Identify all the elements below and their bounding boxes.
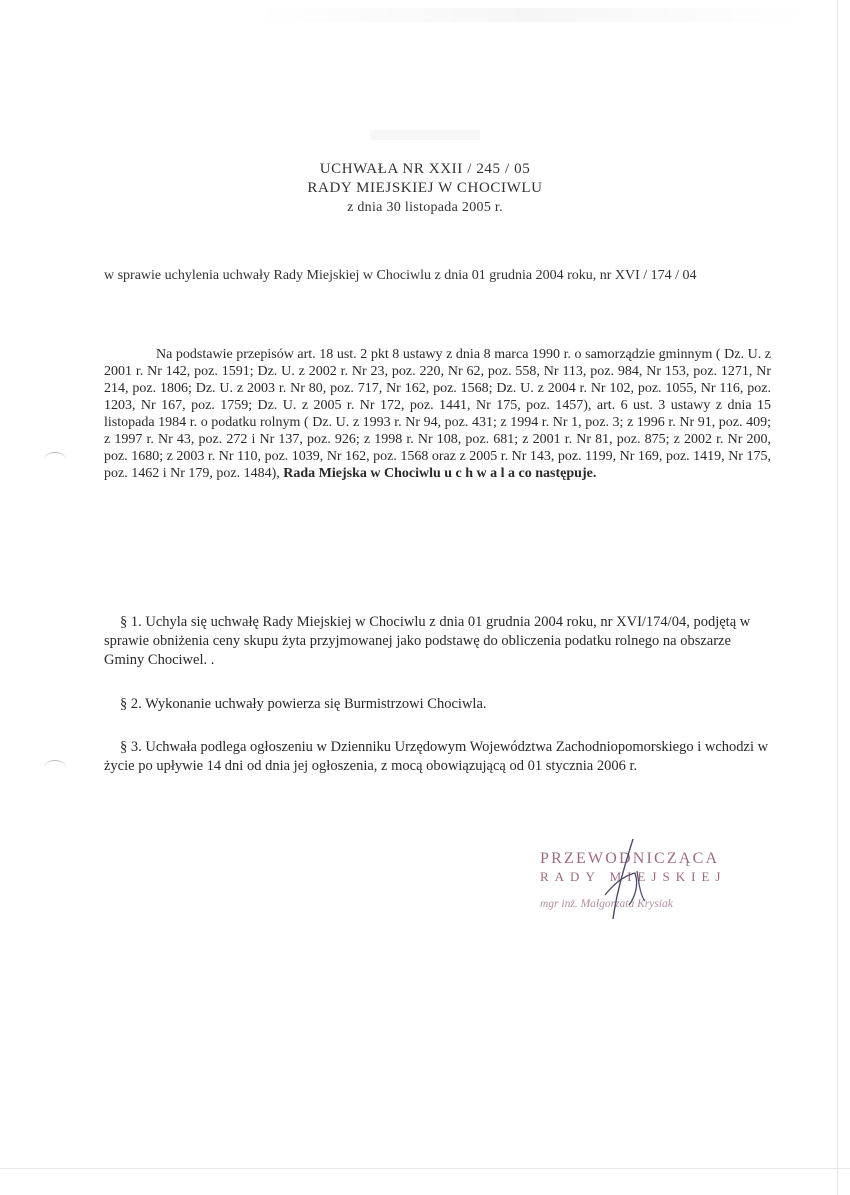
- legal-basis-text: Na podstawie przepisów art. 18 ust. 2 pkt 8 ustawy z dnia 8 marca 1990 r. o samorządzie gminnym ( Dz. U. z 2001 r. Nr 142, poz. 1591; Dz. U. z 2002 r. Nr 23, poz. 220, Nr 62, poz. 558, Nr 113, poz. 984, Nr 153, poz. 1271, Nr 214, poz. 1806; Dz. U. z 2003 r. Nr 80, poz. 717, Nr 162, poz. 1568; Dz. U. z 2004 r. Nr 102, poz. 1055, Nr 116, poz. 1203, Nr 167, poz. 1759; Dz. U. z 2005 r. Nr 172, poz. 1441, Nr 175, poz. 1457), art. 6 ust. 3 ustawy z dnia 15 listopada 1984 r. o podatku rolnym ( Dz. U. z 1993 r. Nr 94, poz. 431; z 1994 r. Nr 1, poz. 3; z 1996 r. Nr 91, poz. 409; z 1997 r. Nr 43, poz. 272 i Nr 137, poz. 926; z 1998 r. Nr 108, poz. 681; z 2001 r. Nr 81, poz. 875; z 2002 r. Nr 200, poz. 1680; z 2003 r. Nr 110, poz. 1039, Nr 162, poz. 1568 oraz z 2005 r. Nr 143, poz. 1199, Nr 169, poz. 1419, Nr 175, poz. 1462 i Nr 179, poz. 1484),: [104, 347, 771, 481]
- signature-name: mgr inż. Małgorzata Krysiak: [540, 898, 673, 910]
- scan-artifact: [370, 130, 480, 140]
- paragraph-1: [104, 613, 771, 670]
- paragraph-3-text: § 3. Uchwała podlega ogłoszeniu w Dzienniku Urzędowym Województwa Zachodniopomorskiego i wchodzi w życie po upływie 14 dni od dnia jej ogłoszenia, z mocą obowiązującą od 01 stycznia 2006 r.: [104, 739, 769, 774]
- signature-title: PRZEWODNICZĄCA: [540, 850, 720, 867]
- resolution-date: z dnia 30 listopada 2005 r.: [347, 200, 503, 215]
- paragraph-2-text: § 2. Wykonanie uchwały powierza się Burmistrzowi Chociwla.: [120, 696, 487, 712]
- document-header: [0, 160, 850, 217]
- paragraph-1-text: § 1. Uchyla się uchwałę Rady Miejskiej w Chociwlu z dnia 01 grudnia 2004 roku, nr XVI/174/04, podjętą w sprawie obniżenia ceny skupu żyta przyjmowanej jako podstawę do obliczenia podatku rolnego na obszarze Gminy Chociwel. .: [104, 614, 751, 668]
- punch-mark: [44, 452, 66, 467]
- punch-mark: [44, 760, 66, 775]
- scan-artifact: [250, 8, 810, 22]
- council-name: RADY MIEJSKIEJ W CHOCIWLU: [307, 180, 543, 196]
- paragraph-3: [104, 738, 771, 776]
- handwritten-signature: [595, 835, 655, 925]
- resolution-number: UCHWAŁA NR XXII / 245 / 05: [319, 161, 531, 177]
- page-edge: [0, 1168, 850, 1169]
- resolution-subject: w sprawie uchylenia uchwały Rady Miejskiej w Chociwlu z dnia 01 grudnia 2004 roku, nr XVI / 174 / 04: [104, 268, 697, 283]
- paragraph-2: [104, 695, 771, 714]
- legal-basis: [104, 346, 771, 482]
- signature-subtitle: RADY MIEJSKIEJ: [540, 869, 727, 884]
- resolution-clause: Rada Miejska w Chociwlu u c h w a l a co następuje.: [283, 466, 597, 481]
